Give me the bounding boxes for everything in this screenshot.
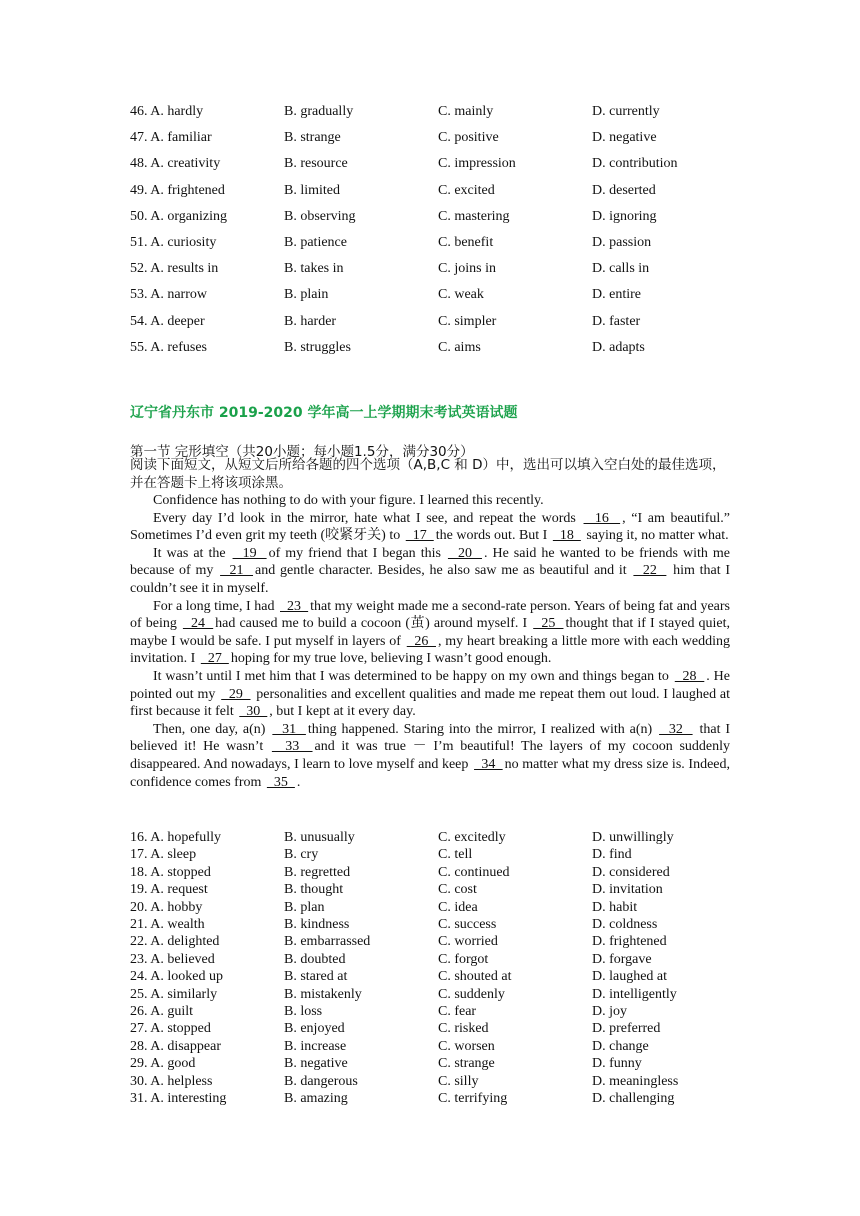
option-c: C. aims bbox=[438, 339, 481, 355]
option-c: C. joins in bbox=[438, 261, 496, 277]
option-b: B. strange bbox=[284, 130, 341, 146]
option-row bbox=[130, 969, 730, 986]
option-a: 46. A. hardly bbox=[130, 104, 204, 119]
option-a: 18. A. stopped bbox=[130, 864, 211, 880]
option-d: D. coldness bbox=[592, 917, 658, 932]
passage-text: thing happened. Staring into the mirror, I realized with a(n) bbox=[307, 721, 658, 737]
option-row bbox=[130, 865, 730, 882]
exam-title: 辽宁省丹东市 2019-2020 学年高一上学期期末考试英语试题 bbox=[130, 405, 518, 421]
option-b: B. plain bbox=[284, 287, 329, 303]
option-b: B. observing bbox=[284, 208, 356, 224]
option-c: C. success bbox=[438, 917, 497, 932]
option-c: C. continued bbox=[438, 864, 510, 880]
option-b: B. patience bbox=[284, 235, 347, 250]
option-c: C. impression bbox=[438, 156, 516, 172]
option-a: 30. A. helpless bbox=[130, 1073, 213, 1089]
option-a: 24. A. looked up bbox=[130, 969, 223, 985]
option-c: C. shouted at bbox=[438, 969, 512, 985]
option-row bbox=[130, 952, 730, 969]
passage-text: of my friend that I began this bbox=[268, 545, 446, 561]
option-a: 25. A. similarly bbox=[130, 986, 218, 1002]
passage-paragraph bbox=[130, 510, 730, 545]
option-d: D. find bbox=[592, 847, 632, 863]
option-a: 50. A. organizing bbox=[130, 208, 227, 224]
option-d: D. contribution bbox=[592, 156, 678, 172]
option-d: D. negative bbox=[592, 130, 657, 146]
option-d: D. challenging bbox=[592, 1091, 675, 1106]
option-b: B. amazing bbox=[284, 1091, 348, 1106]
option-a: 19. A. request bbox=[130, 882, 208, 898]
option-b: B. takes in bbox=[284, 261, 344, 277]
option-b: B. increase bbox=[284, 1038, 347, 1054]
option-b: B. loss bbox=[284, 1004, 323, 1019]
blank-number: 28 bbox=[674, 668, 705, 684]
option-a: 23. A. believed bbox=[130, 951, 215, 967]
passage-text: the words out. But I bbox=[435, 528, 551, 544]
option-a: 51. A. curiosity bbox=[130, 235, 217, 250]
option-b: B. limited bbox=[284, 182, 340, 198]
option-c: C. excited bbox=[438, 182, 495, 198]
option-row bbox=[130, 156, 730, 176]
option-row bbox=[130, 1039, 730, 1056]
blank-number: 31 bbox=[272, 721, 306, 737]
option-d: D. invitation bbox=[592, 882, 663, 898]
blank-number: 19 bbox=[232, 545, 267, 561]
option-a: 31. A. interesting bbox=[130, 1091, 227, 1106]
option-c: C. fear bbox=[438, 1004, 477, 1019]
option-d: D. considered bbox=[592, 864, 670, 880]
option-a: 28. A. disappear bbox=[130, 1038, 221, 1054]
passage-text: Then, one day, a(n) bbox=[153, 721, 271, 737]
option-d: D. faster bbox=[592, 313, 641, 329]
passage-text: thought that if I stayed quiet, maybe I would be safe. I put myself in layers of bbox=[130, 616, 731, 649]
passage-text: had caused me to build a cocoon (茧) around myself. I bbox=[215, 616, 532, 632]
blank-number: 20 bbox=[447, 545, 482, 561]
option-c: C. benefit bbox=[438, 235, 494, 250]
option-row bbox=[130, 847, 730, 864]
option-b: B. resource bbox=[284, 156, 348, 172]
option-b: B. plan bbox=[284, 899, 325, 915]
option-a: 16. A. hopefully bbox=[130, 830, 221, 845]
option-row bbox=[130, 287, 730, 307]
option-row bbox=[130, 183, 730, 203]
option-b: B. doubted bbox=[284, 951, 346, 967]
option-d: D. change bbox=[592, 1038, 649, 1054]
passage-text: saying it, no matter what. bbox=[582, 528, 729, 544]
option-c: C. strange bbox=[438, 1056, 495, 1072]
option-a: 55. A. refuses bbox=[130, 339, 207, 355]
passage-text: . He pointed out my bbox=[130, 668, 731, 702]
option-c: C. suddenly bbox=[438, 986, 505, 1002]
option-a: 22. A. delighted bbox=[130, 934, 220, 950]
blank-number: 24 bbox=[182, 616, 214, 632]
option-a: 54. A. deeper bbox=[130, 313, 205, 329]
option-b: B. thought bbox=[284, 882, 344, 898]
passage-text: personalities and excellent qualities and made me repeat them out loud. I laughed at first because it felt bbox=[130, 686, 730, 720]
option-d: D. habit bbox=[592, 899, 638, 915]
passage-text: Confidence has nothing to do with your figure. I learned this recently. bbox=[153, 493, 544, 508]
blank-number: 18 bbox=[552, 528, 581, 544]
option-d: D. passion bbox=[592, 235, 652, 250]
option-row bbox=[130, 1056, 730, 1073]
option-row bbox=[130, 1004, 730, 1021]
passage-paragraph bbox=[130, 598, 730, 668]
option-b: B. cry bbox=[284, 847, 319, 863]
passage-paragraph bbox=[130, 668, 730, 721]
blank-number: 30 bbox=[239, 704, 268, 720]
blank-number: 29 bbox=[221, 686, 251, 702]
blank-number: 22 bbox=[633, 563, 667, 579]
option-b: B. negative bbox=[284, 1056, 348, 1072]
option-c: C. mastering bbox=[438, 208, 510, 224]
option-c: C. risked bbox=[438, 1021, 489, 1037]
blank-number: 27 bbox=[200, 651, 229, 667]
option-d: D. preferred bbox=[592, 1021, 661, 1037]
option-b: B. kindness bbox=[284, 917, 350, 932]
option-d: D. funny bbox=[592, 1056, 642, 1072]
option-b: B. regretted bbox=[284, 864, 351, 880]
option-d: D. deserted bbox=[592, 182, 656, 198]
passage-text: It wasn’t until I met him that I was determined to be happy on my own and things began to bbox=[153, 668, 673, 684]
option-d: D. ignoring bbox=[592, 208, 657, 224]
option-a: 53. A. narrow bbox=[130, 287, 207, 303]
option-b: B. mistakenly bbox=[284, 986, 362, 1002]
option-c: C. simpler bbox=[438, 313, 497, 329]
option-row bbox=[130, 934, 730, 951]
blank-number: 23 bbox=[280, 598, 309, 614]
option-b: B. unusually bbox=[284, 830, 355, 845]
option-row bbox=[130, 340, 730, 360]
option-row bbox=[130, 882, 730, 899]
option-c: C. excitedly bbox=[438, 830, 506, 845]
blank-number: 21 bbox=[220, 563, 254, 579]
option-row bbox=[130, 104, 730, 124]
passage-text: no matter what my dress size is. Indeed, confidence comes from bbox=[130, 756, 731, 790]
option-row bbox=[130, 1074, 730, 1091]
passage-text: . He said he wanted to be friends with me because of my bbox=[130, 545, 731, 579]
option-c: C. silly bbox=[438, 1073, 479, 1089]
option-b: B. harder bbox=[284, 313, 337, 329]
option-d: D. unwillingly bbox=[592, 830, 674, 845]
passage-text: For a long time, I had bbox=[153, 598, 278, 614]
option-a: 48. A. creativity bbox=[130, 156, 221, 172]
passage-text: , “I am beautiful.” Sometimes I’d even grit my teeth (咬紧牙关) to bbox=[130, 510, 731, 544]
option-d: D. currently bbox=[592, 104, 660, 119]
option-c: C. idea bbox=[438, 899, 478, 915]
option-a: 52. A. results in bbox=[130, 261, 219, 277]
option-c: C. mainly bbox=[438, 104, 494, 119]
option-c: C. weak bbox=[438, 287, 484, 303]
section-heading: 第一节 完形填空（共20小题；每小题1.5分，满分30分） bbox=[130, 444, 474, 460]
option-c: C. cost bbox=[438, 882, 477, 898]
passage-text: It was at the bbox=[153, 545, 231, 561]
option-a: 49. A. frightened bbox=[130, 182, 225, 198]
option-b: B. enjoyed bbox=[284, 1021, 345, 1037]
option-c: C. positive bbox=[438, 130, 499, 146]
passage-text: Every day I’d look in the mirror, hate what I see, and repeat the words bbox=[153, 510, 582, 526]
blank-number: 17 bbox=[405, 528, 434, 544]
passage-text: , but I kept at it every day. bbox=[269, 704, 416, 720]
option-a: 21. A. wealth bbox=[130, 917, 205, 932]
option-b: B. embarrassed bbox=[284, 934, 371, 950]
option-d: D. forgave bbox=[592, 951, 652, 967]
blank-number: 25 bbox=[533, 616, 564, 632]
passage-text: and gentle character. Besides, he also saw me as beautiful and it bbox=[255, 563, 632, 579]
option-c: C. worried bbox=[438, 934, 498, 950]
cloze-passage bbox=[130, 492, 730, 791]
passage-text: , my heart breaking a little more with each wedding invitation. I bbox=[130, 633, 730, 667]
option-row bbox=[130, 830, 730, 847]
passage-text: him that I couldn’t see it in myself. bbox=[130, 563, 731, 596]
option-a: 20. A. hobby bbox=[130, 899, 203, 915]
option-b: B. struggles bbox=[284, 339, 351, 355]
option-row bbox=[130, 235, 730, 255]
option-a: 47. A. familiar bbox=[130, 130, 212, 146]
option-d: D. laughed at bbox=[592, 969, 668, 985]
option-c: C. worsen bbox=[438, 1038, 495, 1054]
option-c: C. terrifying bbox=[438, 1091, 508, 1106]
option-b: B. stared at bbox=[284, 969, 348, 985]
option-row bbox=[130, 1091, 730, 1108]
blank-number: 32 bbox=[659, 721, 693, 737]
passage-paragraph bbox=[130, 721, 730, 791]
passage-text: that I believed it! He wasn’t bbox=[130, 721, 731, 755]
option-row bbox=[130, 917, 730, 934]
option-d: D. adapts bbox=[592, 339, 645, 355]
option-row bbox=[130, 900, 730, 917]
option-row bbox=[130, 261, 730, 281]
option-a: 27. A. stopped bbox=[130, 1021, 211, 1037]
option-d: D. entire bbox=[592, 287, 641, 303]
option-d: D. calls in bbox=[592, 261, 650, 277]
blank-number: 16 bbox=[583, 510, 621, 526]
option-row bbox=[130, 314, 730, 334]
instructions: 阅读下面短文，从短文后所给各题的四个选项（A,B,C 和 D）中，选出可以填入空白处的最佳选项，并在答题卡上将该项涂黑。 bbox=[130, 457, 726, 491]
option-row bbox=[130, 987, 730, 1004]
option-d: D. meaningless bbox=[592, 1073, 679, 1089]
blank-number: 33 bbox=[271, 739, 313, 755]
option-a: 17. A. sleep bbox=[130, 847, 197, 863]
option-d: D. frightened bbox=[592, 934, 667, 950]
option-c: C. forgot bbox=[438, 951, 489, 967]
passage-paragraph bbox=[130, 492, 730, 510]
option-b: B. gradually bbox=[284, 104, 354, 119]
blank-number: 34 bbox=[474, 756, 503, 772]
option-row bbox=[130, 1021, 730, 1038]
option-d: D. intelligently bbox=[592, 986, 677, 1002]
passage-paragraph bbox=[130, 545, 730, 598]
option-row bbox=[130, 130, 730, 150]
option-b: B. dangerous bbox=[284, 1073, 358, 1089]
blank-number: 26 bbox=[406, 633, 436, 649]
blank-number: 35 bbox=[266, 774, 295, 790]
passage-text: . bbox=[296, 774, 301, 790]
option-a: 26. A. guilt bbox=[130, 1004, 194, 1019]
passage-text: and it was true － I’m beautiful! The layers of my cocoon suddenly disappeared. And nowadays, I learn to love myself and keep bbox=[130, 739, 731, 772]
option-a: 29. A. good bbox=[130, 1056, 196, 1072]
option-row bbox=[130, 209, 730, 229]
passage-text: hoping for my true love, believing I wasn’t good enough. bbox=[230, 651, 552, 667]
option-c: C. tell bbox=[438, 847, 473, 863]
passage-text: that my weight made me a second-rate person. Years of being fat and years of being bbox=[130, 598, 730, 632]
option-d: D. joy bbox=[592, 1004, 627, 1019]
